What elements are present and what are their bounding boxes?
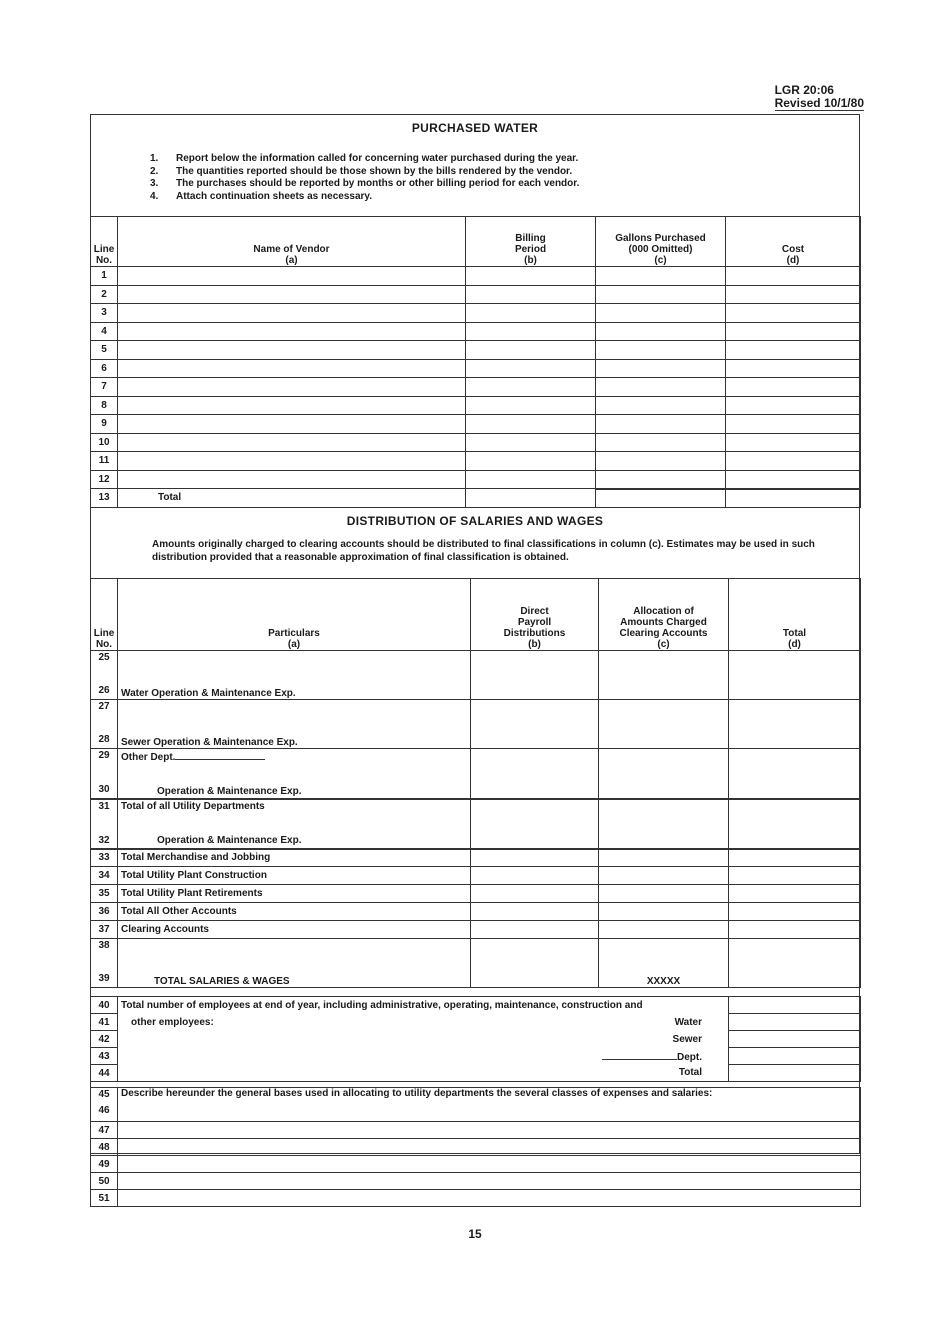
employees-total-label: Total [118,1065,729,1082]
purchased-water-table [90,216,861,508]
total-header: Total (d) [729,579,861,651]
table-row: 2 [91,285,861,304]
dept-blank[interactable] [602,1050,677,1060]
table-row: 7 [91,378,861,397]
total-util-om-label: Operation & Maintenance Exp. [157,834,302,846]
instruction-2: 2. The quantities reported should be those shown by the bills rendered by the vendor. [150,165,573,177]
table-row: 12 [91,470,861,489]
table-row: 6 [91,359,861,378]
table-row: 37 Clearing Accounts [91,921,861,939]
instruction-1: 1. Report below the information called for concerning water purchased during the year. [150,153,579,164]
other-dept-label: Other Dept. [121,752,176,763]
table-row: 34 Total Utility Plant Construction [91,867,861,885]
water-om-label: Water Operation & Maintenance Exp. [118,651,471,700]
table-row: 4 [91,322,861,341]
vendor-header: Name of Vendor (a) [118,217,466,267]
salaries-table [90,578,861,988]
cost-header: Cost (d) [726,217,861,267]
form-number: LGR 20:06 [774,83,834,97]
table-row: 29 30 Other Dept. Operation & Maintenance Exp. [91,749,861,799]
bases-table: 45 46 Describe hereunder the general bases used in allocating to utility departments the several classes of expenses and salaries: 47 48 49 50 51 [90,1087,861,1207]
table-row: 11 [91,452,861,471]
other-om-label: Operation & Maintenance Exp. [157,786,302,797]
other-dept-blank[interactable] [175,750,265,760]
dept-label: Dept. [677,1051,702,1063]
sewer-label: Sewer [118,1031,729,1048]
table-row: 5 [91,341,861,360]
total-label: Total [118,489,466,508]
gallons-header: Gallons Purchased (000 Omitted) (c) [596,217,726,267]
salaries-title: DISTRIBUTION OF SALARIES AND WAGES [346,514,604,528]
salaries-header [91,579,861,651]
total-salaries-label: TOTAL SALARIES & WAGES [118,939,471,988]
instructions-list [150,153,579,203]
sewer-om-label: Sewer Operation & Maintenance Exp. [118,700,471,749]
line-no-header: Line No. [91,579,118,651]
total-row: 13 Total [91,489,861,508]
bases-text: Describe hereunder the general bases used in allocating to utility departments the several classes of expenses and salaries: [118,1088,861,1122]
employees-table: 40 Total number of employees at end of year, including administrative, operating, maintenance, construction and 41 other employees: Water 42 Sewer 43 Dept. 44 Total [90,996,861,1082]
table-row: 33 Total Merchandise and Jobbing [91,849,861,867]
table-row: 9 [91,415,861,434]
table-row: 36 Total All Other Accounts [91,903,861,921]
table-row: 3 [91,304,861,323]
other-dept-cell [118,749,471,799]
table-row: 1 [91,267,861,286]
table-row: 35 Total Utility Plant Retirements [91,885,861,903]
water-label: Water [674,1016,702,1028]
salaries-note: Amounts originally charged to clearing accounts should be distributed to final classifications in column (c). Estimates may be used in such distribution provided that a reasonable approximation of final classification is obtained. [152,539,815,563]
total-util-label: Total of all Utility Departments [121,800,265,812]
instruction-3: 3. The purchases should be reported by months or other billing period for each vendor. [150,178,580,189]
revision-date: Revised 10/1/80 [774,96,864,110]
table-row: 25 26 Water Operation & Maintenance Exp. [91,651,861,700]
total-util-cell [118,799,471,849]
purchased-water-title: PURCHASED WATER [411,121,539,135]
instruction-4: 4. Attach continuation sheets as necessary. [150,190,372,202]
employees-text: Total number of employees at end of year, including administrative, operating, maintenance, construction and [118,997,729,1014]
table-row: 31 32 Total of all Utility Departments Operation & Maintenance Exp. [91,799,861,849]
allocation-header: Allocation of Amounts Charged Clearing Accounts (c) [599,579,729,651]
direct-payroll-header: Direct Payroll Distributions (b) [471,579,599,651]
other-employees-label: other employees: [131,1016,214,1028]
table-header [91,217,861,267]
total-salaries-row: 38 39 TOTAL SALARIES & WAGES XXXXX [91,939,861,988]
line-no-header: Line No. [91,217,118,267]
table-row: 10 [91,433,861,452]
xxxxx-placeholder: XXXXX [599,939,729,988]
table-row: 27 28 Sewer Operation & Maintenance Exp. [91,700,861,749]
particulars-header: Particulars (a) [118,579,471,651]
page-number: 15 [468,1227,482,1241]
form-code [775,84,864,111]
billing-period-header: Billing Period (b) [466,217,596,267]
table-row: 8 [91,396,861,415]
